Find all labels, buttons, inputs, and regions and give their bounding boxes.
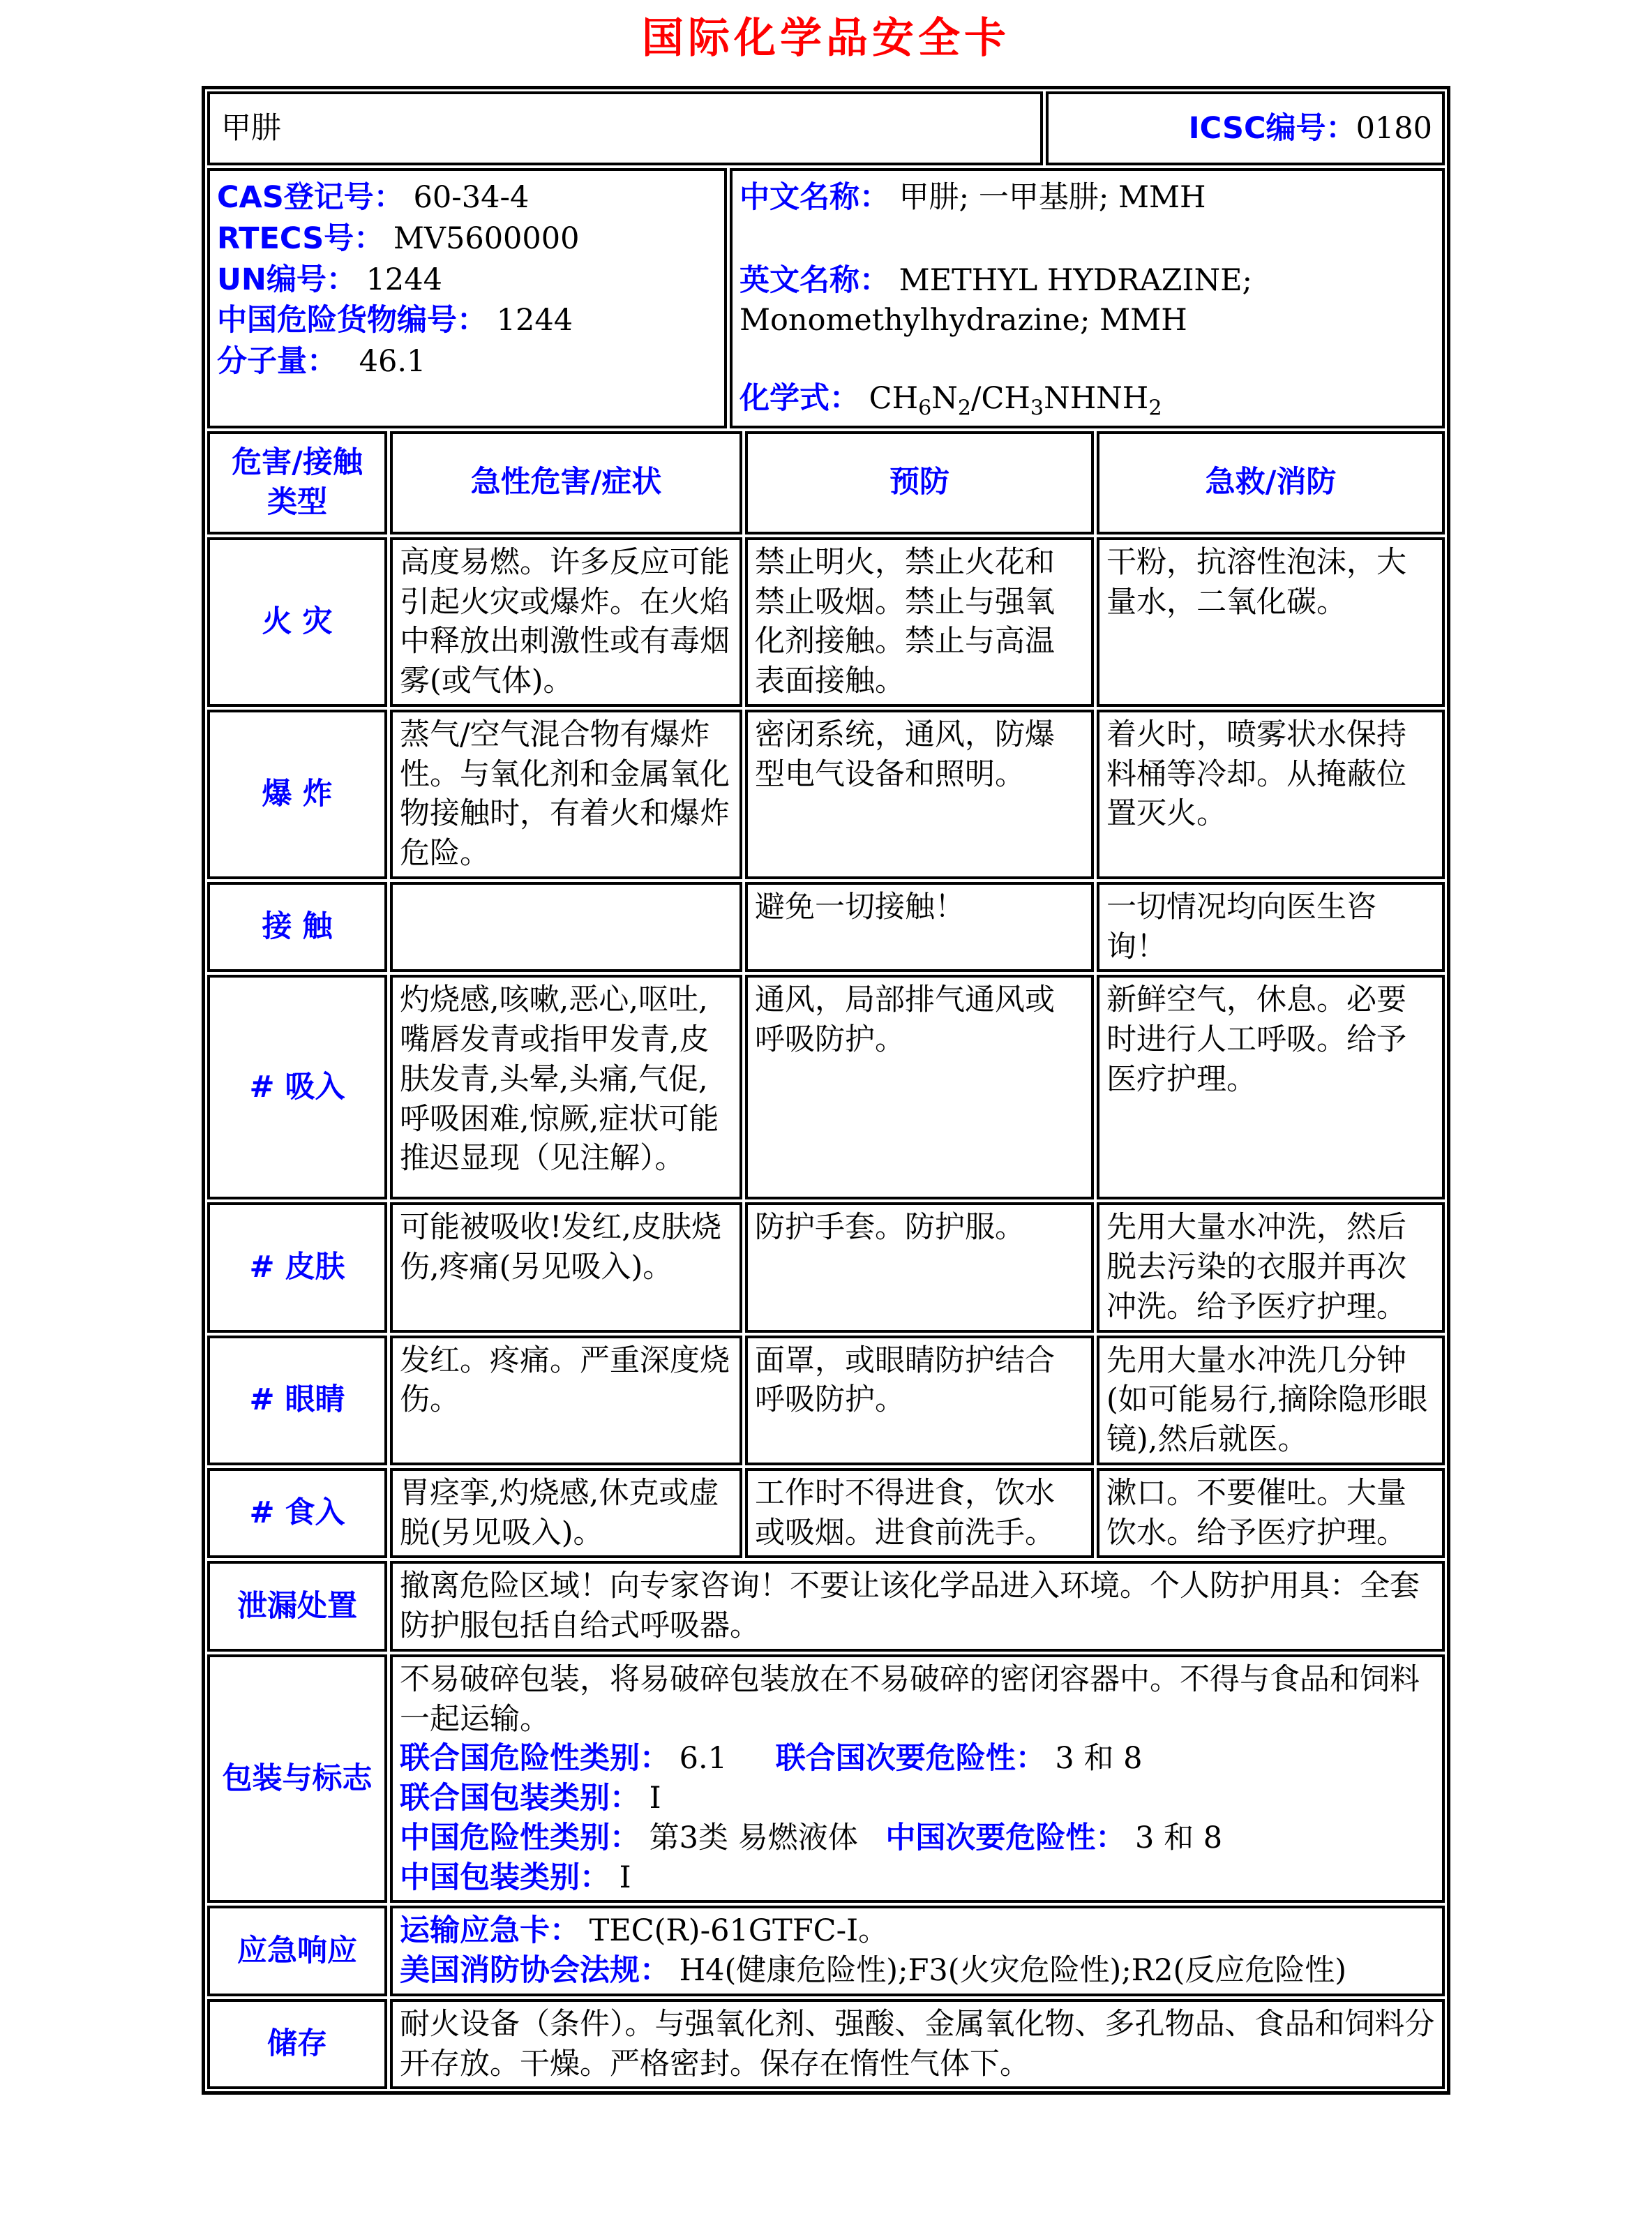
- inhalation-hazards-cell: 灼烧感,咳嗽,恶心,呕吐,嘴唇发青或指甲发青,皮肤发青,头晕,头痛,气促,呼吸困难,惊厥,症状可能推迟显现（见注解）。: [390, 975, 742, 1199]
- row-label-inhalation: # 吸入: [207, 975, 387, 1199]
- china-dg-number-line: [217, 301, 717, 341]
- nfpa-code-value: H4(健康危险性);F3(火灾危险性);R2(反应危险性): [679, 1953, 1347, 1988]
- icsc-number-cell: [1046, 91, 1445, 165]
- nfpa-code-line: [400, 1951, 1435, 1991]
- row-label-ingestion: # 食入: [207, 1468, 387, 1559]
- un-number-line: [217, 260, 717, 300]
- table-row-explosion: [207, 710, 1445, 879]
- skin-prevention-cell: 防护手套。防护服。: [745, 1202, 1094, 1332]
- cn-hazard-class-value: 第3类 易燃液体: [649, 1820, 858, 1855]
- table-row-skin: [207, 1202, 1445, 1332]
- row-label-contact: 接 触: [207, 882, 387, 973]
- inhalation-response-cell: 新鲜空气，休息。必要时进行人工呼吸。给予医疗护理。: [1097, 975, 1445, 1199]
- eyes-hazards-cell: 发红。疼痛。严重深度烧伤。: [390, 1336, 742, 1465]
- row-label-eyes: # 眼睛: [207, 1336, 387, 1465]
- cn-packing-group-line: [400, 1858, 1435, 1898]
- rtecs-number-label: RTECS号：: [217, 220, 384, 256]
- un-subsidiary-risk-label: 联合国次要危险性：: [775, 1741, 1046, 1777]
- header-first-aid: 急救/消防: [1097, 431, 1445, 534]
- spillage-content-cell: 撤离危险区域！向专家咨询！不要让该化学品进入环境。个人防护用具：全套防护服包括自给式呼吸器。: [390, 1561, 1445, 1652]
- table-row-eyes: [207, 1336, 1445, 1465]
- icsc-card-table: [202, 86, 1450, 2095]
- row-label-explosion: 爆 炸: [207, 710, 387, 879]
- ingestion-response-cell: 漱口。不要催吐。大量饮水。给予医疗护理。: [1097, 1468, 1445, 1559]
- eyes-response-cell: 先用大量水冲洗几分钟(如可能易行,摘除隐形眼镜),然后就医。: [1097, 1336, 1445, 1465]
- molecular-weight-label: 分子量：: [217, 344, 337, 380]
- ingestion-hazards-cell: 胃痉挛,灼烧感,休克或虚脱(另见吸入)。: [390, 1468, 742, 1559]
- contact-response-cell: 一切情况均向医生咨询！: [1097, 882, 1445, 973]
- skin-response-cell: 先用大量水冲洗，然后脱去污染的衣服并再次冲洗。给予医疗护理。: [1097, 1202, 1445, 1332]
- table-row-fire: [207, 537, 1445, 707]
- cas-number-label: CAS登记号：: [217, 180, 404, 216]
- fire-hazards-cell: 高度易燃。许多反应可能引起火灾或爆炸。在火焰中释放出刺激性或有毒烟雾(或气体)。: [390, 537, 742, 707]
- chinese-name-value: 甲肼; 一甲基肼; MMH: [899, 180, 1206, 216]
- un-subsidiary-risk-value: 3 和 8: [1055, 1741, 1143, 1777]
- row-label-skin: # 皮肤: [207, 1202, 387, 1332]
- explosion-hazards-cell: 蒸气/空气混合物有爆炸性。与氧化剂和金属氧化物接触时，有着火和爆炸危险。: [390, 710, 742, 879]
- un-hazard-class-value: 6.1: [679, 1741, 728, 1777]
- table-row-ingestion: [207, 1468, 1445, 1559]
- un-packing-group-value: I: [649, 1781, 661, 1816]
- row-label-emergency: 应急响应: [207, 1906, 387, 1996]
- molecular-weight-line: [217, 342, 717, 382]
- rtecs-number-line: [217, 219, 717, 259]
- packaging-content-cell: [390, 1654, 1445, 1904]
- cn-subsidiary-risk-value: 3 和 8: [1135, 1820, 1223, 1855]
- identity-row: [207, 168, 1445, 428]
- un-packing-group-line: [400, 1779, 1435, 1818]
- rtecs-number-value: MV5600000: [393, 220, 580, 256]
- chinese-name-label: 中文名称：: [739, 180, 889, 216]
- chemical-formula: $CH_6N_2/CH_3NHNH_2$: [869, 381, 1162, 421]
- transport-emergency-card-line: [400, 1911, 1435, 1951]
- hazard-table-header-row: [207, 431, 1445, 534]
- table-row-spillage: [207, 1561, 1445, 1652]
- transport-emergency-card-value: TEC(R)-61GTFC-I。: [589, 1913, 889, 1949]
- page-title: 国际化学品安全卡: [642, 14, 1010, 63]
- table-row-contact: [207, 882, 1445, 973]
- cn-packing-group-value: I: [619, 1860, 631, 1895]
- un-hazard-class-line: [400, 1739, 1435, 1779]
- table-row-emergency: [207, 1906, 1445, 1996]
- header-acute-hazards: 急性危害/症状: [390, 431, 742, 534]
- un-number-label: UN编号：: [217, 262, 356, 297]
- cn-hazard-class-line: [400, 1818, 1435, 1858]
- cn-hazard-class-label: 中国危险性类别：: [400, 1820, 640, 1855]
- inhalation-prevention-cell: 通风，局部排气通风或呼吸防护。: [745, 975, 1094, 1199]
- molecular-weight-value: 46.1: [359, 344, 426, 380]
- table-row-storage: [207, 1999, 1445, 2090]
- chinese-name-line: [739, 178, 1435, 218]
- china-dg-number-label: 中国危险货物编号：: [217, 303, 487, 338]
- registry-numbers-cell: [207, 168, 727, 428]
- table-row-inhalation: [207, 975, 1445, 1199]
- explosion-prevention-cell: 密闭系统，通风，防爆型电气设备和照明。: [745, 710, 1094, 879]
- nfpa-code-label: 美国消防协会法规：: [400, 1953, 670, 1988]
- icsc-number-label: ICSC编号：: [1188, 110, 1356, 146]
- row-label-storage: 储存: [207, 1999, 387, 2090]
- cas-number-value: 60-34-4: [413, 180, 530, 216]
- storage-content-cell: 耐火设备（条件）。与强氧化剂、强酸、金属氧化物、多孔物品、食品和饲料分开存放。干燥。严格密封。保存在惰性气体下。: [390, 1999, 1445, 2090]
- cn-packing-group-label: 中国包装类别：: [400, 1860, 610, 1895]
- cn-subsidiary-risk-label: 中国次要危险性：: [885, 1820, 1126, 1855]
- substance-name: 甲肼: [221, 110, 281, 146]
- row-label-spillage: 泄漏处置: [207, 1561, 387, 1652]
- eyes-prevention-cell: 面罩，或眼睛防护结合呼吸防护。: [745, 1336, 1094, 1465]
- packaging-note: 不易破碎包装，将易破碎包装放在不易破碎的密闭容器中。不得与食品和饲料一起运输。: [400, 1661, 1420, 1737]
- row-label-packaging: 包装与标志: [207, 1654, 387, 1904]
- emergency-content-cell: [390, 1906, 1445, 1996]
- english-name-line: [739, 261, 1435, 301]
- english-name-value-1: METHYL HYDRAZINE;: [899, 262, 1253, 298]
- header-prevention: 预防: [745, 431, 1094, 534]
- header-hazard-type: 危害/接触 类型: [207, 431, 387, 534]
- skin-hazards-cell: 可能被吸收!发红,皮肤烧伤,疼痛(另见吸入)。: [390, 1202, 742, 1332]
- icsc-number-value: 0180: [1356, 110, 1432, 146]
- row-label-fire: 火 灾: [207, 537, 387, 707]
- un-number-value: 1244: [366, 262, 443, 297]
- chemical-names-cell: [730, 168, 1445, 428]
- substance-name-cell: [207, 91, 1043, 165]
- cas-number-line: [217, 178, 717, 218]
- china-dg-number-value: 1244: [496, 303, 573, 338]
- explosion-response-cell: 着火时，喷雾状水保持料桶等冷却。从掩蔽位置灭火。: [1097, 710, 1445, 879]
- ingestion-prevention-cell: 工作时不得进食，饮水或吸烟。进食前洗手。: [745, 1468, 1094, 1559]
- table-row-packaging: [207, 1654, 1445, 1904]
- transport-emergency-card-label: 运输应急卡：: [400, 1913, 580, 1949]
- un-packing-group-label: 联合国包装类别：: [400, 1781, 640, 1816]
- contact-prevention-cell: 避免一切接触！: [745, 882, 1094, 973]
- english-name-label: 英文名称：: [739, 262, 889, 298]
- contact-hazards-cell: [390, 882, 742, 973]
- fire-prevention-cell: 禁止明火，禁止火花和禁止吸烟。禁止与强氧化剂接触。禁止与高温表面接触。: [745, 537, 1094, 707]
- english-name-line-2: [739, 301, 1435, 341]
- un-hazard-class-label: 联合国危险性类别：: [400, 1741, 670, 1777]
- fire-response-cell: 干粉，抗溶性泡沫，大量水，二氧化碳。: [1097, 537, 1445, 707]
- english-name-value-2: Monomethylhydrazine; MMH: [739, 302, 1187, 338]
- formula-line: [739, 379, 1435, 422]
- substance-header-row: [207, 91, 1445, 165]
- formula-label: 化学式：: [739, 381, 859, 417]
